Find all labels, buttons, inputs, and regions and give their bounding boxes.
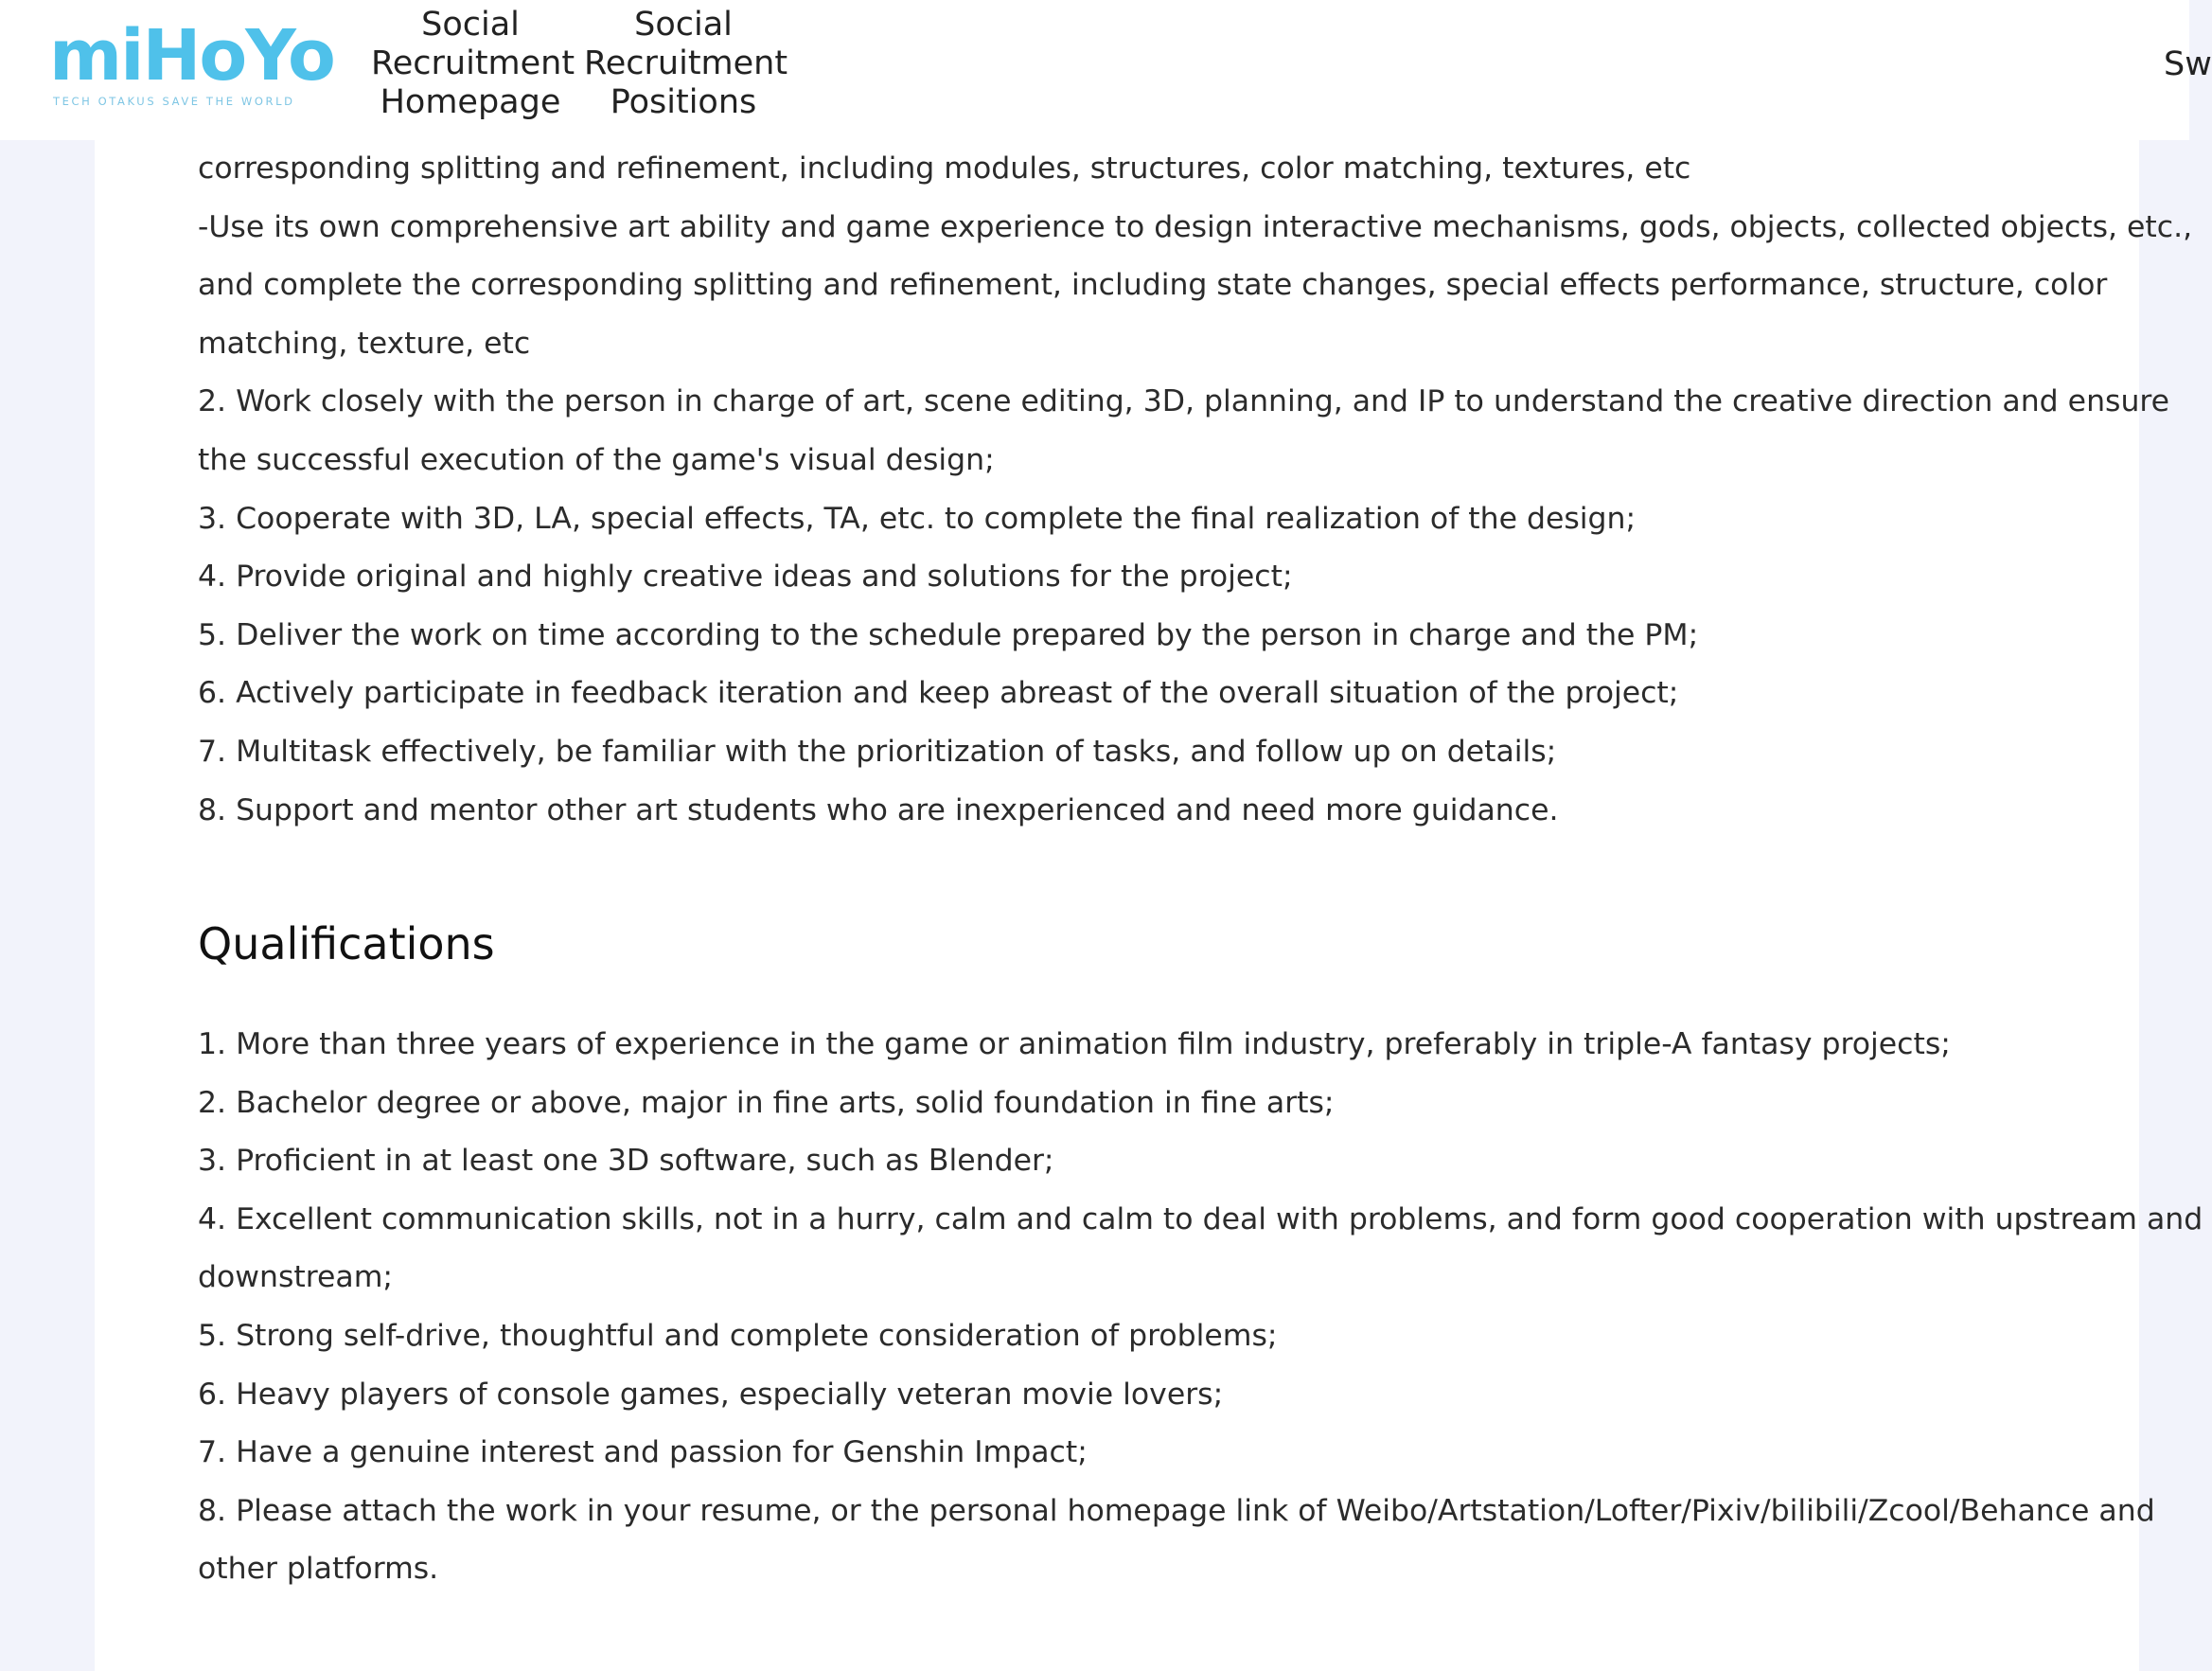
nav-label-line: Social bbox=[634, 6, 733, 44]
qualification-line: 4. Excellent communication skills, not in a hurry, calm and calm to deal with problems, and form good cooperation with upstream and bbox=[198, 1201, 2203, 1236]
responsibility-line: corresponding splitting and refinement, including modules, structures, color matching, textures, etc bbox=[198, 151, 1691, 186]
qualification-line: other platforms. bbox=[198, 1552, 439, 1587]
logo-slogan: TECH OTAKUS SAVE THE WORLD bbox=[53, 95, 295, 108]
qualification-line: 8. Please attach the work in your resume, or the personal homepage link of Weibo/Artstation/Lofter/Pixiv/bilibili/Zcool/Behance and bbox=[198, 1493, 2155, 1528]
qualification-line: 5. Strong self-drive, thoughtful and complete consideration of problems; bbox=[198, 1318, 1278, 1353]
responsibility-line: the successful execution of the game's visual design; bbox=[198, 442, 995, 477]
qualification-line: 1. More than three years of experience in the game or animation film industry, preferably in triple-A fantasy projects; bbox=[198, 1027, 1951, 1061]
nav-label-line: Homepage bbox=[380, 83, 561, 121]
nav-social-recruitment-positions[interactable] bbox=[584, 6, 788, 122]
nav-label-line: Recruitment bbox=[584, 44, 788, 82]
responsibility-line: 7. Multitask effectively, be familiar with the prioritization of tasks, and follow up on details; bbox=[198, 734, 1557, 769]
qualification-line: 6. Heavy players of console games, especially veteran movie lovers; bbox=[198, 1377, 1224, 1412]
responsibility-line: 4. Provide original and highly creative ideas and solutions for the project; bbox=[198, 560, 1293, 595]
responsibility-line: 6. Actively participate in feedback iteration and keep abreast of the overall situation of the project; bbox=[198, 676, 1679, 711]
logo-wordmark: miHoYo bbox=[49, 15, 334, 97]
nav-label-line: Recruitment bbox=[371, 44, 575, 82]
responsibility-line: 3. Cooperate with 3D, LA, special effects, TA, etc. to complete the final realization of the design; bbox=[198, 501, 1637, 536]
responsibility-line: 8. Support and mentor other art students who are inexperienced and need more guidance. bbox=[198, 792, 1559, 827]
responsibilities-section bbox=[198, 140, 2193, 840]
qualification-line: 3. Proficient in at least one 3D software, such as Blender; bbox=[198, 1144, 1054, 1179]
site-header bbox=[0, 0, 2212, 140]
responsibility-line: and complete the corresponding splitting and refinement, including state changes, special effects performance, structure, color bbox=[198, 268, 2108, 303]
mihoyo-logo[interactable] bbox=[49, 15, 334, 112]
nav-label-line: Positions bbox=[610, 83, 757, 121]
responsibility-line: -Use its own comprehensive art ability and game experience to design interactive mechanisms, gods, objects, collected objects, etc., bbox=[198, 209, 2193, 244]
qualification-line: downstream; bbox=[198, 1260, 393, 1295]
qualifications-title: Qualifications bbox=[198, 918, 495, 969]
responsibility-line: 5. Deliver the work on time according to the schedule prepared by the person in charge and the PM; bbox=[198, 617, 1699, 652]
responsibility-line: 2. Work closely with the person in charge of art, scene editing, 3D, planning, and IP to understand the creative direction and ensure bbox=[198, 384, 2170, 419]
language-switch[interactable]: Sw bbox=[2164, 45, 2212, 83]
nav-label-line: Social bbox=[421, 6, 520, 44]
qualification-line: 7. Have a genuine interest and passion for Genshin Impact; bbox=[198, 1435, 1088, 1470]
responsibility-line: matching, texture, etc bbox=[198, 326, 531, 361]
qualification-line: 2. Bachelor degree or above, major in fine arts, solid foundation in fine arts; bbox=[198, 1085, 1335, 1120]
qualifications-section bbox=[198, 1016, 2203, 1599]
nav-social-recruitment-homepage[interactable] bbox=[371, 6, 575, 122]
